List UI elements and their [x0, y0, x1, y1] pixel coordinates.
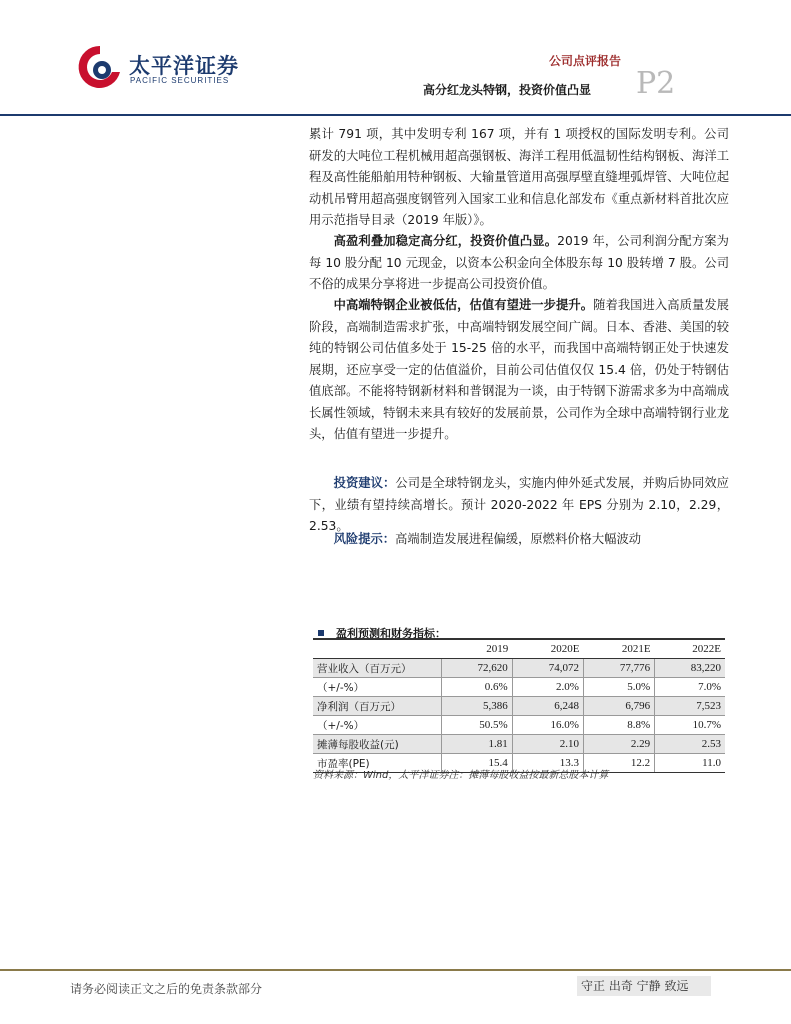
table-cell: 5,386 [441, 697, 512, 716]
table-cell: 2.29 [583, 735, 654, 754]
table-cell: 7,523 [655, 697, 725, 716]
table-cell: 6,248 [512, 697, 583, 716]
recommendation-label: 投资建议： [333, 476, 396, 490]
table-header-cell: 2020E [512, 639, 583, 659]
paragraph-valuation-text: 随着我国进入高质量发展阶段，高端制造需求扩张，中高端特钢发展空间广阔。日本、香港、美国的较纯的特钢公司估值多处于 15-25 倍的水平，而我国中高端特钢正处于快速发展期，还应享受一定的估值溢价，目前公司估值仅仅 15.4 倍，仍处于特钢估值底部。不能将特钢新材料和普钢混为一谈，由于特钢下游需求多为中高端成长属性领域，特钢未来具有较好的发展前景，公司作为全球中高端特钢行业龙头，估值有望进一步提升。 [309, 298, 729, 441]
table-cell: 50.5% [441, 716, 512, 735]
square-bullet-icon [318, 630, 324, 636]
table-header-row [313, 639, 725, 659]
row-label: 营业收入（百万元） [313, 659, 441, 678]
recommendation-text: 公司是全球特钢龙头，实施内伸外延式发展，并购后协同效应下，业绩有望持续高增长。预计 2020-2022 年 EPS 分别为 2.10，2.29，2.53。 [309, 476, 729, 533]
table-cell: 6,796 [583, 697, 654, 716]
paragraph-dividend-heading: 高盈利叠加稳定高分红，投资价值凸显。 [333, 234, 558, 248]
header-divider [0, 114, 791, 116]
table-cell: 11.0 [655, 754, 725, 773]
footer-divider [0, 969, 791, 971]
paragraph-patents: 累计 791 项，其中发明专利 167 项，并有 1 项授权的国际发明专利。公司研发的大吨位工程机械用超高强钢板、海洋工程用低温韧性结构钢板、海洋工程及高性能船舶用特种钢板、大输量管道用高强厚壁直缝埋弧焊管、大吨位起动机吊臂用超高强度钢管列入国家工业和信息化部发布《重点新材料首批次应用示范指导目录（2019 年版）》。 [309, 127, 729, 227]
paragraph-valuation [309, 295, 729, 446]
company-logo [76, 42, 239, 92]
table-cell: 2.53 [655, 735, 725, 754]
table-cell: 8.8% [583, 716, 654, 735]
report-title: 高分红龙头特钢，投资价值凸显 [423, 83, 592, 97]
table-cell: 0.6% [441, 678, 512, 697]
table-cell: 16.0% [512, 716, 583, 735]
table-cell: 2.10 [512, 735, 583, 754]
table-row [313, 697, 725, 716]
row-label: 摊薄每股收益(元) [313, 735, 441, 754]
page-number: P2 [636, 66, 676, 101]
table-title-text: 盈利预测和财务指标： [336, 627, 446, 640]
table-cell: 15.4 [441, 754, 512, 773]
table-header-cell: 2022E [655, 639, 725, 659]
table-cell: 7.0% [655, 678, 725, 697]
report-type: 公司点评报告 [548, 54, 621, 68]
table-cell: 2.0% [512, 678, 583, 697]
table-cell: 12.2 [583, 754, 654, 773]
table-cell: 74,072 [512, 659, 583, 678]
footer-disclaimer: 请务必阅读正文之后的免责条款部分 [70, 982, 263, 996]
table-header-cell [313, 639, 441, 659]
table-row [313, 735, 725, 754]
paragraph-recommendation [309, 473, 729, 538]
logo-english-name: PACIFIC SECURITIES [130, 76, 230, 85]
table-header-cell: 2019 [441, 639, 512, 659]
table-cell: 10.7% [655, 716, 725, 735]
risk-text: 高端制造发展进程偏缓，原燃料价格大幅波动 [395, 532, 642, 546]
logo-mark-icon [76, 42, 124, 92]
paragraph-dividend-text: 2019 年，公司利润分配方案为每 10 股分配 10 元现金，以资本公积金向全体股东每 10 股转增 7 股。公司不俗的成果分享将进一步提高公司投资价值。 [309, 234, 729, 291]
row-label: （+/-%） [313, 716, 441, 735]
footer-motto: 守正 出奇 宁静 致远 [577, 976, 711, 996]
table-source-note: 资料来源：Wind，太平洋证券注：摊薄每股收益按最新总股本计算 [313, 770, 609, 781]
table-cell: 13.3 [512, 754, 583, 773]
row-label: （+/-%） [313, 678, 441, 697]
logo-chinese-name: 太平洋证券 [129, 54, 239, 78]
table-cell: 72,620 [441, 659, 512, 678]
risk-label: 风险提示： [333, 532, 396, 546]
row-label: 市盈率(PE) [313, 754, 441, 773]
table-cell: 5.0% [583, 678, 654, 697]
table-cell: 83,220 [655, 659, 725, 678]
row-label: 净利润（百万元） [313, 697, 441, 716]
table-cell: 77,776 [583, 659, 654, 678]
table-cell: 1.81 [441, 735, 512, 754]
table-row [313, 716, 725, 735]
paragraph-risk [309, 529, 729, 551]
table-header-cell: 2021E [583, 639, 654, 659]
paragraph-dividend [309, 231, 729, 296]
paragraph-valuation-heading: 中高端特钢企业被低估，估值有望进一步提升。 [333, 298, 594, 312]
table-row [313, 678, 725, 697]
financial-forecast-table [313, 638, 725, 773]
table-row [313, 659, 725, 678]
